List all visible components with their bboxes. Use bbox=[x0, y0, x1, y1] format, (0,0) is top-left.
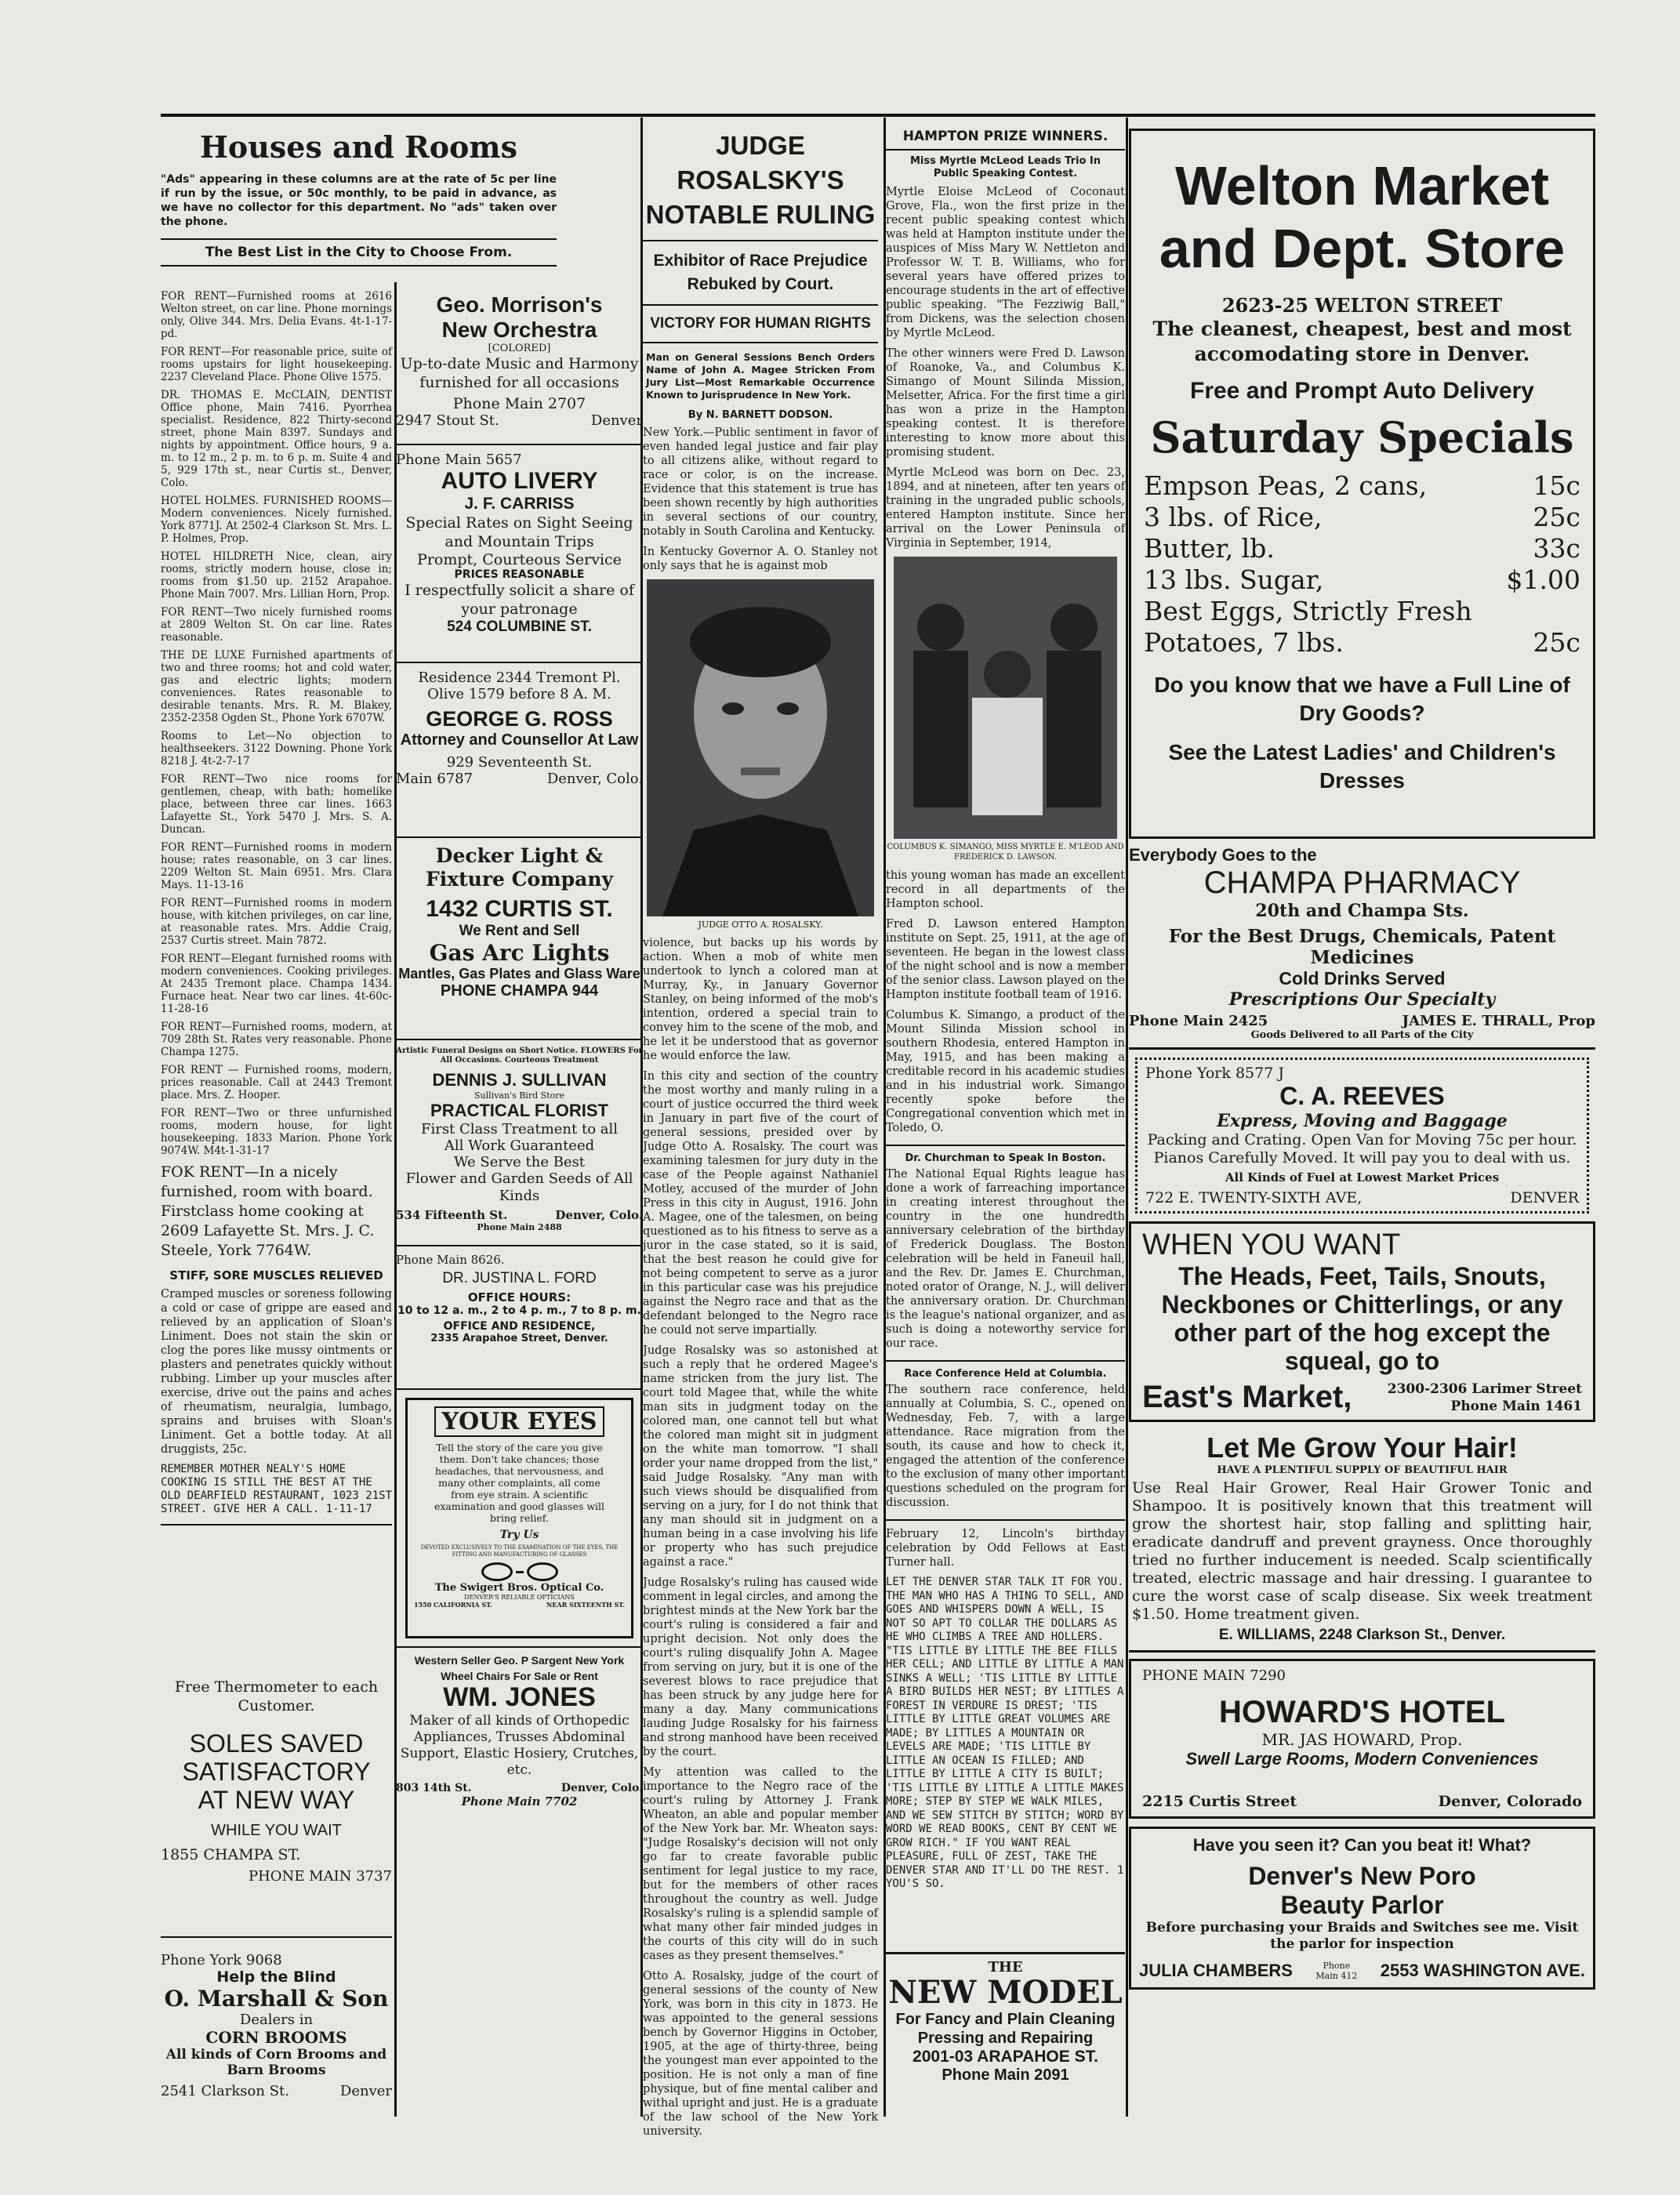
ford-ad bbox=[396, 1246, 643, 1390]
auto-livery-ad bbox=[396, 445, 643, 663]
welton-cleanest: The cleanest, cheapest, best and most accomodating store in Denver. bbox=[1152, 317, 1572, 365]
churchman-body: The National Equal Rights league has done a work of farreaching importance in creating interest throughout the country in the one hundredth anniversary celebration of the birthday of Frederick Douglass. The Boston celebration will be held in Faneuil hall, and the Rev. Dr. James E. Churchman, noted orator of Orange, N. J., will deliver the anniversary oration. Dr. Churchman is the league's national organizer, and as such is doing a noteworthy service for our race. bbox=[886, 1168, 1125, 1350]
poro-chambers: JULIA CHAMBERS bbox=[1139, 1961, 1293, 1980]
classified-ad: FOR RENT—For reasonable price, suite of rooms upstairs for light housekeeping. 2237 Cleveland Place. Phone Olive 1575. bbox=[161, 346, 392, 383]
price-row bbox=[1144, 627, 1580, 658]
winners-image bbox=[894, 557, 1117, 839]
champa-delivered: Goods Delivered to all Parts of the City bbox=[1250, 1029, 1474, 1041]
price-value: 25c bbox=[1533, 627, 1580, 658]
rosalsky-para-7: My attention was called to the importance to the Negro race of the court's ruling by Attorney J. Frank Wheaton, an able and popular member of the New York bar. Mr. Wheaton says: "Judge Rosalsky's decision will not only go far to create favorable public sentiment for legal justice to my race, but for the members of other races throughout the country as well. Judge Rosalsky's ruling is a splendid sample of what many other fair minded judges in the courts of this city will do in such cases as they present themselves." bbox=[643, 1766, 878, 1962]
eyes-title: YOUR EYES bbox=[434, 1406, 605, 1437]
poro-seen: Have you seen it? Can you beat it! What? bbox=[1192, 1835, 1532, 1855]
reeves-express: Express, Moving and Baggage bbox=[1217, 1111, 1508, 1131]
soles-line-1: SOLES SAVED bbox=[189, 1729, 364, 1758]
welton-address: 2623-25 WELTON STREET bbox=[1221, 294, 1503, 317]
ross-city: Denver, Colo. bbox=[546, 771, 643, 787]
price-value: 25c bbox=[1533, 502, 1580, 532]
morrison-colored: [COLORED] bbox=[488, 343, 551, 354]
rosalsky-para-2: In Kentucky Governor A. O. Stanley not only says that he is against mob bbox=[643, 546, 878, 572]
hair-grower-ad bbox=[1129, 1427, 1595, 1653]
reeves-phone: Phone York 8577 J bbox=[1145, 1065, 1284, 1082]
blind-kinds: All kinds of Corn Brooms and Barn Brooms bbox=[165, 2047, 387, 2078]
classified-ad: FOR RENT—Furnished rooms, modern, at 709 28th St. Rates very reasonable. Phone Champa 1275. bbox=[161, 1021, 392, 1058]
ross-residence: Residence 2344 Tremont Pl. bbox=[418, 669, 621, 686]
sullivan-name: DENNIS J. SULLIVAN bbox=[432, 1070, 607, 1090]
houses-rooms-title: Houses and Rooms bbox=[200, 129, 517, 165]
price-row bbox=[1144, 564, 1580, 596]
ford-hours-label: OFFICE HOURS: bbox=[467, 1290, 571, 1304]
reeves-packing: Packing and Crating. Open Van for Moving 75c per hour. Pianos Carefully Moved. It will pay you to deal with us. bbox=[1147, 1131, 1577, 1166]
champa-prescriptions: Prescriptions Our Specialty bbox=[1228, 989, 1496, 1010]
reeves-fuel: All Kinds of Fuel at Lowest Market Prices bbox=[1225, 1170, 1500, 1185]
soles-line-3: AT NEW WAY bbox=[198, 1786, 355, 1814]
soles-ad bbox=[161, 1678, 392, 1938]
howard-prop: MR. JAS HOWARD, Prop. bbox=[1261, 1730, 1463, 1749]
hair-body: Use Real Hair Grower, Real Hair Grower Tonic and Shampoo. It is positively known that this treatment will grow the shortest hair, stop falling and splitting hair, eradicate dandruff and prevent grayness. Once thoroughly tried no further inducement is needed. Scalp scientifically treated, electric massage and hair dressing. I guarantee to cure the worst case of scalp disease. Six week treatment $1.50. Home treatment given. bbox=[1132, 1479, 1592, 1623]
hair-williams: E. WILLIAMS, 2248 Clarkson St., Denver. bbox=[1218, 1627, 1506, 1643]
welton-dry-goods: Do you know that we have a Full Line of Dry Goods? bbox=[1154, 673, 1570, 725]
sullivan-florist: PRACTICAL FLORIST bbox=[430, 1101, 608, 1120]
champa-prop: JAMES E. THRALL, Prop bbox=[1402, 1013, 1595, 1029]
ross-name: GEORGE G. ROSS bbox=[426, 707, 613, 731]
welton-title-1: Welton Market bbox=[1174, 155, 1550, 216]
jones-body: Maker of all kinds of Orthopedic Appliances, Trusses Abdominal Support, Elastic Hosiery, Crutches, etc. bbox=[400, 1713, 639, 1778]
blind-city: Denver bbox=[339, 2083, 392, 2099]
new-model-name: NEW MODEL bbox=[888, 1974, 1123, 2011]
classified-ad: FOR RENT—Two nice rooms for gentlemen, cheap, with bath; homelike place, between three car lines. 1663 Lafayette St., York 5470 J. Mrs. S. A. Duncan. bbox=[161, 773, 392, 836]
auto-title: AUTO LIVERY bbox=[441, 468, 598, 494]
morrison-city: Denver bbox=[590, 412, 643, 429]
rosalsky-para-3: violence, but backs up his words by action. When a mob of white men undertook to lynch a colored man at Murray, Ky., in January Governor Stanley, on being informed of the mob's intention, ordered a special train to convey him to the scene of the mob, and he let it be understood that as governor he would enforce the law. bbox=[643, 937, 878, 1062]
sullivan-guar: All Work Guaranteed bbox=[444, 1137, 595, 1154]
ads-column-right bbox=[1129, 125, 1595, 2117]
jones-phone: Phone Main 7702 bbox=[461, 1794, 578, 1809]
classified-ad: FOR RENT—Two or three unfurnished rooms, modern house, for light housekeeping. 1833 Marion. Phone York 9074W. M4t-1-31-17 bbox=[161, 1107, 392, 1157]
hampton-caption: COLUMBUS K. SIMANGO, MISS MYRTLE E. M'LEOD AND FREDERICK D. LAWSON. bbox=[887, 843, 1124, 862]
fok-rent-ad: FOK RENT—In a nicely furnished, room with board. Firstclass home cooking at 2609 Lafayette St. Mrs. J. C. Steele, York 7764W. bbox=[161, 1163, 375, 1259]
hair-title: Let Me Grow Your Hair! bbox=[1206, 1431, 1518, 1464]
hampton-headline: HAMPTON PRIZE WINNERS. bbox=[886, 125, 1125, 151]
portrait-image bbox=[647, 579, 874, 916]
welton-dresses: See the Latest Ladies' and Children's Dresses bbox=[1168, 740, 1556, 793]
decker-address: 1432 CURTIS ST. bbox=[426, 896, 613, 922]
howard-name: HOWARD'S HOTEL bbox=[1218, 1695, 1506, 1729]
morrison-name: Geo. Morrison's bbox=[436, 292, 603, 317]
east-name: East's Market, bbox=[1142, 1380, 1352, 1414]
decker-gas: Gas Arc Lights bbox=[429, 940, 610, 966]
rosalsky-para-4: In this city and section of the country the most worthy and manly ruling in a court of justice occurred the third week in January in part five of the court of general sessions, presided over by Judge Otto A. Rosalsky. The court was examining talesmen for jury duty in the case of the People against Nathaniel Motley, accused of the murder of John Press in this city in August, 1916. John A. Magee, one of the talesmen, on being questioned as to his fitness to serve as a juror in the case stated, so it is said, that the best reason he could give for not being competent to serve as a juror in this particular case was his prejudice against the Negro race and that as the defendant belonged to the Negro race he could not serve impartially. bbox=[643, 1070, 878, 1337]
poro-name: Denver's New Poro bbox=[1248, 1862, 1476, 1890]
decker-ad bbox=[396, 838, 643, 1040]
poro-parlor-ad bbox=[1129, 1827, 1595, 1990]
east-when: WHEN YOU WANT bbox=[1142, 1228, 1401, 1261]
price-item: Empson Peas, 2 cans, bbox=[1144, 470, 1428, 501]
ford-office: OFFICE AND RESIDENCE, bbox=[443, 1320, 596, 1333]
new-model-the: THE bbox=[988, 1959, 1023, 1976]
welton-delivery: Free and Prompt Auto Delivery bbox=[1190, 378, 1534, 404]
east-heads: The Heads, Feet, Tails, Snouts, Neckbones or Chitterlings, or any other part of the hog except the squeal, go to bbox=[1161, 1262, 1563, 1375]
champa-drugs: For the Best Drugs, Chemicals, Patent Medicines bbox=[1168, 926, 1556, 968]
price-list bbox=[1144, 470, 1580, 658]
hampton-para-2: The other winners were Fred D. Lawson of Roanoke, Va., and Columbus K. Simango of Mount Silinda Mission, Melsetter, Africa. For the first time a girl has won a prize in the Hampton speaking contest. It is therefore interesting to know more about this promising student. bbox=[886, 347, 1125, 459]
ford-phone: Phone Main 8626. bbox=[396, 1253, 505, 1267]
your-eyes-ad bbox=[405, 1398, 633, 1638]
auto-owner: J. F. CARRISS bbox=[464, 495, 575, 513]
rosalsky-article bbox=[643, 125, 878, 2138]
new-model-ad bbox=[886, 1952, 1125, 2119]
jones-wheel: Wheel Chairs For Sale or Rent bbox=[441, 1670, 598, 1682]
race-conf-body: The southern race conference, held annually at Columbia, S. C., opened on Wednesday, Feb. 7, with a large attendance. Race migration from the south, its cause and how to check it, engaged the attention of the conference to the exclusion of many other important questions scheduled on the program for discussion. bbox=[886, 1384, 1125, 1509]
howard-rooms: Swell Large Rooms, Modern Conveniences bbox=[1185, 1749, 1539, 1769]
price-item: Butter, lb. bbox=[1144, 533, 1275, 564]
houses-rooms-intro: "Ads" appearing in these columns are at the rate of 5c per line if run by the issue, or 50c monthly, to be paid in advance, as we have no collector for this department. No "ads" taken over the phone. bbox=[161, 173, 557, 228]
auto-address: 524 COLUMBINE ST. bbox=[447, 619, 592, 635]
classified-ad: Rooms to Let—No objection to healthseekers. 3122 Downing. Phone York 8218 J. 4t-2-7-17 bbox=[161, 730, 392, 767]
sullivan-seeds: Flower and Garden Seeds of All Kinds bbox=[405, 1170, 633, 1204]
churchman-heading: Dr. Churchman to Speak In Boston. bbox=[905, 1152, 1106, 1164]
poro-parlor: Beauty Parlor bbox=[1280, 1891, 1444, 1919]
rosalsky-headline: JUDGE ROSALSKY'S NOTABLE RULING bbox=[643, 125, 878, 241]
blind-name: O. Marshall & Son bbox=[164, 1986, 389, 2012]
morrison-phone: Phone Main 2707 bbox=[452, 395, 586, 412]
howard-city: Denver, Colorado bbox=[1438, 1793, 1582, 1810]
auto-phone: Phone Main 5657 bbox=[396, 452, 522, 468]
hampton-sub: Miss Myrtle McLeod Leads Trio In Public Speaking Contest. bbox=[909, 155, 1101, 180]
sullivan-phone: Phone Main 2488 bbox=[477, 1222, 562, 1232]
eyes-try: Try Us bbox=[499, 1529, 539, 1541]
jones-city: Denver, Colo. bbox=[561, 1782, 643, 1794]
champa-phone: Phone Main 2425 bbox=[1129, 1013, 1268, 1029]
ford-hours: 10 to 12 a. m., 2 to 4 p. m., 7 to 8 p. m. bbox=[397, 1304, 641, 1317]
reeves-name: C. A. REEVES bbox=[1279, 1082, 1445, 1110]
decker-name: Decker Light & Fixture Company bbox=[425, 844, 614, 891]
price-value: $1.00 bbox=[1506, 564, 1580, 595]
new-model-address: 2001-03 ARAPAHOE ST. bbox=[913, 2048, 1098, 2066]
hampton-column bbox=[886, 125, 1125, 2117]
soles-line-2: SATISFACTORY bbox=[182, 1758, 371, 1786]
ross-address: 929 Seventeenth St. bbox=[446, 754, 593, 771]
price-item: Potatoes, 7 lbs. bbox=[1144, 627, 1344, 658]
stiff-muscles-heading: STIFF, SORE MUSCLES RELIEVED bbox=[169, 1268, 383, 1283]
sullivan-address: 534 Fifteenth St. bbox=[396, 1208, 508, 1222]
welton-market-ad bbox=[1129, 129, 1595, 839]
morrison-orchestra: New Orchestra bbox=[441, 317, 597, 342]
blind-address: 2541 Clarkson St. bbox=[161, 2083, 289, 2099]
east-market-ad bbox=[1129, 1221, 1595, 1422]
price-value: 33c bbox=[1533, 533, 1580, 564]
new-model-phone: Phone Main 2091 bbox=[942, 2066, 1069, 2084]
classified-ad: THE DE LUXE Furnished apartments of two and three rooms; hot and cold water, gas and electric lights; modern conveniences. Rates reasonable to desirable tenants. Mrs. R. M. Blakey, 2352-2358 Ogden St., Phone York 6707W. bbox=[161, 649, 392, 724]
classified-ad: FOR RENT — Furnished rooms, modern, prices reasonable. Call at 2443 Tremont place. Mrs. Z. Hooper. bbox=[161, 1064, 392, 1101]
hair-supply: HAVE A PLENTIFUL SUPPLY OF BEAUTIFUL HAIR bbox=[1217, 1464, 1508, 1476]
sullivan-city: Denver, Colo. bbox=[555, 1208, 643, 1222]
howard-address: 2215 Curtis Street bbox=[1142, 1793, 1297, 1810]
hampton-para-1: Myrtle Eloise McLeod of Coconaut Grove, Fla., won the first prize in the recent public speaking contest which was held at Hampton institute under the auspices of Miss Mary W. Nettleton and Professor W. T. B. Williams, who for several years have offered prizes to encourage students in the art of effective public speaking. "The Fezziwig Ball," from Dickens, was the selection chosen by Myrtle McLeod. bbox=[886, 186, 1125, 339]
rosalsky-deck: Man on General Sessions Bench Orders Name of John A. Magee Stricken From Jury List—Most Remarkable Occurrence Known to Jurisprudence In New York. bbox=[646, 351, 875, 401]
classified-ad: HOTEL HOLMES. FURNISHED ROOMS—Modern conveniences. Nicely furnished. York 8771J. At 2502-4 Clarkson St. Mrs. L. P. Holmes, Prop. bbox=[161, 495, 392, 545]
mother-nealy-ad: REMEMBER MOTHER NEALY'S HOME COOKING IS STILL THE BEST AT THE OLD DEARFIELD RESTAURANT, 1023 21ST STREET. GIVE HER A CALL. 1-11-17 bbox=[161, 1463, 392, 1526]
eyes-near: NEAR SIXTEENTH ST. bbox=[546, 1601, 625, 1609]
auto-rates: Special Rates on Sight Seeing and Mountain Trips bbox=[405, 514, 633, 550]
price-item: Best Eggs, Strictly Fresh bbox=[1144, 596, 1472, 626]
poro-phone: Phone Main 412 bbox=[1315, 1961, 1358, 1981]
soles-line-4: WHILE YOU WAIT bbox=[211, 1822, 342, 1839]
hampton-para-5: Fred D. Lawson entered Hampton institute on Sept. 25, 1911, at the age of seventeen. He began in the lowest class of the night school and is now a member of the senior class. Lawson played on the Hampton institute football team of 1916. bbox=[886, 918, 1125, 1001]
thermometer-line: Free Thermometer to each Customer. bbox=[174, 1678, 379, 1714]
reeves-city: DENVER bbox=[1510, 1189, 1579, 1206]
morrison-ad bbox=[396, 286, 643, 445]
blind-phone: Phone York 9068 bbox=[161, 1952, 282, 1968]
morrison-address: 2947 Stout St. bbox=[396, 412, 499, 429]
price-row bbox=[1144, 470, 1580, 502]
jones-seller: Western Seller Geo. P Sargent New York bbox=[414, 1654, 625, 1667]
poro-address: 2553 WASHINGTON AVE. bbox=[1380, 1961, 1585, 1980]
welton-title-2: and Dept. Store bbox=[1159, 218, 1566, 279]
classified-ad: FOR RENT—Furnished rooms in modern house, with kitchen privileges, on car line, at reasonable rates. Mrs. Addie Craig, 2537 Curtis street. Main 7872. bbox=[161, 897, 392, 947]
classified-ad: FOR RENT—Elegant furnished rooms with modern conveniences. Cooking privileges. At 2435 Tremont place. Champa 1434. Furnace heat. Near two car lines. 4t-60c-11-28-16 bbox=[161, 952, 392, 1015]
eyes-devoted: DEVOTED EXCLUSIVELY TO THE EXAMINATION OF THE EYES, THE FITTING AND MANUFACTURING OF GLASSES bbox=[420, 1544, 619, 1558]
stiff-muscles-body: Cramped muscles or soreness following a cold or case of grippe are eased and relieved by an application of Sloan's Liniment. Does not stain the skin or clog the pores like mussy ointments or plasters and penetrates quickly without rubbing. Limber up your muscles after exercise, drive out the pains and aches of rheumatism, neuralgia, lumbago, sprains and bruises with Sloan's Liniment. Get a bottle today. At all druggists, 25c. bbox=[161, 1288, 392, 1456]
new-model-service: For Fancy and Plain Cleaning Pressing and Repairing bbox=[895, 2011, 1116, 2047]
decker-mantles: Mantles, Gas Plates and Glass Ware bbox=[398, 966, 640, 981]
east-address: 2300-2306 Larimer Street bbox=[1387, 1380, 1582, 1397]
blind-help: Help the Blind bbox=[216, 1968, 336, 1986]
ross-phone: Main 6787 bbox=[396, 771, 474, 787]
blind-corn: CORN BROOMS bbox=[205, 2028, 347, 2047]
hampton-para-3: Myrtle McLeod was born on Dec. 23, 1894, and at nineteen, after ten years of training in the ungraded public schools, entered Hampton institute. Since her arrival on the Lower Peninsula of Virginia in September, 1914, bbox=[886, 466, 1125, 550]
ads-column bbox=[396, 286, 643, 2121]
howard-phone: PHONE MAIN 7290 bbox=[1142, 1667, 1286, 1684]
classified-ad: HOTEL HILDRETH Nice, clean, airy rooms, strictly modern house, close in; rooms from $1.50 up. 2152 Arapahoe. Phone Main 7007. Mrs. Lillian Horn, Prop. bbox=[161, 550, 392, 600]
sullivan-funeral: Artistic Funeral Designs on Short Notice. FLOWERS For All Occasions. Courteous Treatment bbox=[396, 1047, 643, 1065]
auto-solicit: I respectfully solicit a share of your patronage bbox=[405, 582, 634, 618]
price-item: 3 lbs. of Rice, bbox=[1144, 502, 1323, 532]
ross-olive: Olive 1579 before 8 A. M. bbox=[427, 686, 611, 702]
reeves-ad bbox=[1135, 1058, 1589, 1214]
sullivan-best: We Serve the Best bbox=[453, 1154, 586, 1170]
decker-phone: PHONE CHAMPA 944 bbox=[440, 982, 599, 1000]
jones-ad bbox=[396, 1646, 643, 1815]
soles-line-5: 1855 CHAMPA ST. bbox=[161, 1846, 301, 1863]
sullivan-ad bbox=[396, 1040, 643, 1246]
eyes-glasses-icon bbox=[414, 1562, 625, 1582]
morrison-music: Up-to-date Music and Harmony furnished for all occasions bbox=[400, 355, 639, 391]
jones-name: WM. JONES bbox=[443, 1682, 596, 1712]
rosalsky-para-1: New York.—Public sentiment in favor of even handed legal justice and fair play to all citizens alike, without regard to race or color, is on the increase. Evidence that this statement is true has been shown recently by high authorities in several sections of our country, notably in South Carolina and Kentucky. bbox=[643, 426, 878, 538]
column-rule-4 bbox=[1126, 118, 1128, 2117]
classified-ad: FOR RENT—Two nicely furnished rooms at 2809 Welton St. On car line. Rates reasonable. bbox=[161, 606, 392, 644]
eyes-address: 1550 CALIFORNIA ST. bbox=[414, 1601, 492, 1609]
rosalsky-para-8: Otto A. Rosalsky, judge of the court of general sessions of the county of New York, was born in this city in 1873. He was appointed to the general sessions bench by Governor Higgins in October, 1905, at the age of thirty-three, being the youngest man ever appointed to the position. He is not only a man of fine physique, but of fine mental caliber and withal upright and just. He is a graduate of the law school of the New York university. bbox=[643, 1970, 878, 2138]
rosalsky-caption: JUDGE OTTO A. ROSALSKY. bbox=[698, 920, 823, 930]
classified-ad: FOR RENT—Furnished rooms at 2616 Welton street, on car line. Phone mornings only, Olive 344. Mrs. Delia Evans. 4t-1-17-pd. bbox=[161, 290, 392, 340]
blind-ad bbox=[161, 1952, 392, 2117]
welton-specials: Saturday Specials bbox=[1150, 412, 1574, 463]
auto-service: Prompt, Courteous Service bbox=[417, 551, 622, 568]
east-phone: Phone Main 1461 bbox=[1450, 1398, 1582, 1414]
rosalsky-para-5: Judge Rosalsky was so astonished at such a reply that he ordered Magee's name stricken from the jury list. The court told Magee that, while the white man sits in judgment today on the colored man, one cannot tell but what the colored man might sit in judgment on the white man tomorrow. "I shall order your name dropped from the list," said Judge Rosalsky. "Any man with such views should be disqualified from serving on a jury, for I do not think that any man should sit in judgment on a human being in a case involving his life or property who has such prejudice against a race." bbox=[643, 1344, 878, 1569]
eyes-reliable: DENVER'S RELIABLE OPTICIANS bbox=[464, 1594, 575, 1601]
sullivan-store: Sullivan's Bird Store bbox=[474, 1090, 564, 1101]
price-row bbox=[1144, 502, 1580, 533]
jones-address: 803 14th St. bbox=[396, 1782, 472, 1794]
hampton-para-6: Columbus K. Simango, a product of the Mount Silinda Mission school in southern Rhodesia, entered Hampton in May, 1915, and has been making a creditable record in his academic studies and in his industrial work. Simango recently spoke before the Congregational convention which met in Toledo, O. bbox=[886, 1009, 1125, 1134]
decker-rent: We Rent and Sell bbox=[459, 923, 580, 939]
ford-name: DR. JUSTINA L. FORD bbox=[442, 1270, 597, 1286]
rosalsky-subhead: Exhibitor of Race Prejudice Rebuked by Court. bbox=[643, 241, 878, 306]
blind-dealers: Dealers in bbox=[239, 2012, 314, 2028]
eyes-company: The Swigert Bros. Optical Co. bbox=[434, 1582, 604, 1594]
champa-pharmacy-ad bbox=[1129, 845, 1595, 1050]
champa-name: CHAMPA PHARMACY bbox=[1203, 865, 1521, 900]
best-list-heading: The Best List in the City to Choose From. bbox=[205, 245, 513, 260]
top-rule bbox=[161, 114, 1595, 117]
ross-ad bbox=[396, 663, 643, 838]
lincoln-birthday: February 12, Lincoln's birthday celebration by Odd Fellows at East Turner hall. bbox=[886, 1528, 1125, 1569]
champa-address: 20th and Champa Sts. bbox=[1255, 901, 1469, 921]
rosalsky-para-6: Judge Rosalsky's ruling has caused wide comment in legal circles, and among the brightest minds at the New York bar the court's ruling is considered a fair and upright decision. Not only does the court's ruling disqualify John A. Magee from serving on jury, but it is one of the severest blows to race prejudice that has been struck by any judge here for many a day. Many communications lauding Judge Rosalsky for his fairness and strong manhood have been received by the court. bbox=[643, 1576, 878, 1758]
sullivan-treat: First Class Treatment to all bbox=[420, 1121, 619, 1137]
champa-drinks: Cold Drinks Served bbox=[1279, 968, 1446, 989]
reeves-address: 722 E. TWENTY-SIXTH AVE, bbox=[1145, 1189, 1363, 1206]
ross-attorney: Attorney and Counsellor At Law bbox=[400, 731, 639, 749]
soles-line-6: PHONE MAIN 3737 bbox=[249, 1868, 392, 1885]
champa-everybody: Everybody Goes to the bbox=[1129, 845, 1317, 865]
ford-address: 2335 Arapahoe Street, Denver. bbox=[430, 1333, 608, 1344]
classified-ad: FOR RENT—Furnished rooms in modern house; rates reasonable, on 3 car lines. 2209 Welton St. Main 6951. Mrs. Clara Mays. 11-13-16 bbox=[161, 841, 392, 891]
price-value: 15c bbox=[1533, 470, 1580, 501]
denver-star-poem: LET THE DENVER STAR TALK IT FOR YOU. THE MAN WHO HAS A THING TO SELL, AND GOES AND WHISPERS DOWN A WELL, IS NOT SO APT TO COLLAR THE DOLLARS AS HE WHO CLIMBS A TREE AND HOLLERS. "TIS LITTLE BY LITTLE THE BEE FILLS HER CELL; AND LITTLE BY LITTLE A MAN SINKS A WELL; 'TIS LITTLE BY LITTLE A BIRD BUILDS HER NEST; BY LITTLES A FOREST IN VERDURE IS DREST; 'TIS LITTLE BY LITTLE GREAT VOLUMES ARE MADE; BY LITTLES A MOUNTAIN OR LEVELS ARE MADE; 'TIS LITTLE BY LITTLE AN OCEAN IS FILLED; AND LITTLE BY LITTLE A CITY IS BUILT; 'TIS LITTLE BY LITTLE A LITTLE MAKES MORE; STEP BY STEP WE WALK MILES, AND WE SEW STITCH BY STITCH; WORD BY WORD WE READ BOOKS, CENT BY CENT WE GROW RICH." IF YOU WANT REAL PLEASURE, FULL OF ZEST, TAKE THE DENVER STAR AND IT'LL DO THE REST. 1 YOU'S SO. bbox=[886, 1576, 1124, 1890]
race-conf-heading: Race Conference Held at Columbia. bbox=[904, 1368, 1107, 1380]
howards-hotel-ad bbox=[1129, 1659, 1595, 1819]
classified-ads-list bbox=[161, 290, 392, 1701]
rosalsky-byline: By N. BARNETT DODSON. bbox=[688, 409, 833, 421]
price-row bbox=[1144, 533, 1580, 564]
price-item: 13 lbs. Sugar, bbox=[1144, 564, 1324, 595]
poro-braids: Before purchasing your Braids and Switches see me. Visit the parlor for inspection bbox=[1145, 1920, 1579, 1952]
hampton-para-4: this young woman has made an excellent record in all departments of the Hampton school. bbox=[886, 869, 1125, 910]
classified-ad: DR. THOMAS E. McCLAIN, DENTIST Office phone, Main 7416. Pyorrhea specialist. Residence, 822 Thirty-second street, phone Main 8397. Sundays and nights by appointment. Office hours, 9 a. m. to 12 m., 2 p. m. to 6 p. m. Suite 4 and 5, 929 17th st., near Curtis st., Denver, Colo. bbox=[161, 389, 392, 489]
eyes-body: Tell the story of the care you give them. Don't take chances; those headaches, that nervousness, and many other complaints, all come from eye strain. A scientific examination and good glasses will bring relief. bbox=[434, 1442, 605, 1524]
auto-prices: PRICES REASONABLE bbox=[454, 568, 585, 581]
price-row bbox=[1144, 596, 1580, 627]
rosalsky-victory: VICTORY FOR HUMAN RIGHTS bbox=[643, 306, 878, 343]
hampton-winners-photo bbox=[894, 557, 1117, 839]
judge-rosalsky-portrait bbox=[647, 579, 874, 916]
